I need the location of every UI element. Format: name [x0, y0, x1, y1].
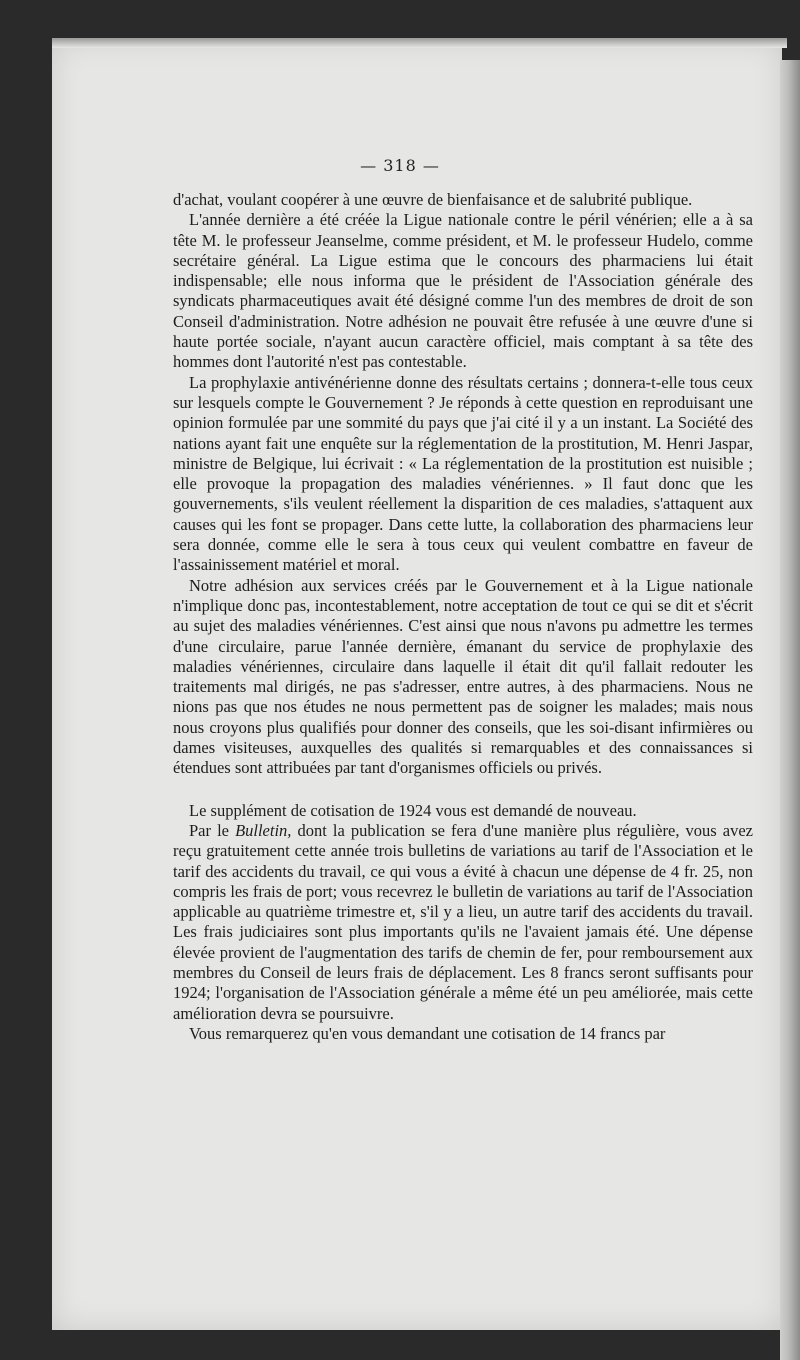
paragraph-2: L'année dernière a été créée la Ligue nationale contre le péril vénérien; elle a à sa tête M. le professeur Jeanselme, comme président, et M. le professeur Hudelo, comme secrétaire général. La Ligue estima que le concours des pharmaciens lui était indispensable; elle nous informa que le président de l'Association générale des syndicats pharmaceutiques avait été désigné comme l'un des membres de droit de son Conseil d'administration. Notre adhésion ne pouvait être refusée à une œuvre d'une si haute portée sociale, n'ayant aucun caractère officiel, mais comptant à sa tête des hommes dont l'autorité n'est pas contestable.	[173, 210, 753, 372]
paragraph-7: Vous remarquerez qu'en vous demandant une cotisation de 14 francs par	[189, 1023, 666, 1043]
paragraph-5: Le supplément de cotisation de 1924 vous est demandé de nouveau.	[189, 800, 637, 820]
page-number: — 318 —	[360, 156, 440, 175]
paragraph-1: d'achat, voulant coopérer à une œuvre de bienfaisance et de salubrité publique.	[173, 190, 693, 209]
paragraph-bulletin	[173, 821, 753, 1024]
paragraph-4: Notre adhésion aux services créés par le Gouvernement et à la Ligue nationale n'implique donc pas, incontestablement, notre acceptation de tout ce qui se dit et s'écrit au sujet des maladies vénériennes. C'est ainsi que nous n'avons pu admettre les termes d'une circulaire, parue l'année dernière, émanant du service de prophylaxie des maladies vénériennes, circulaire dans laquelle il était dit qu'il fallait redouter les traitements mal dirigés, ne pas s'adresser, entre autres, à des pharmaciens. Nous ne nions pas que nos études ne nous permettent pas de soigner les malades; mais nous nous croyons plus qualifiés pour donner des conseils, que les soi-disant infirmières ou dames visiteuses, auxquelles des qualités si remarquables et des connaissances si étendues sont attribuées par tant d'organismes officiels ou privés.	[173, 575, 753, 778]
bulletin-title: Bulletin,	[235, 820, 292, 840]
page-top-edge	[52, 38, 787, 48]
bulletin-before: Par le	[189, 820, 236, 840]
paragraph-3: La prophylaxie antivénérienne donne des résultats certains ; donnera-t-elle tous ceux sur lesquels compte le Gouvernement ? Je réponds à cette question en reproduisant une opinion formulée par une sommité du pays que j'ai cité il y a un instant. La Société des nations ayant fait une enquête sur la réglementation de la prostitution, M. Henri Jaspar, ministre de Belgique, lui écrivait : « La réglementation de la prostitution est nuisible ; elle provoque la propagation des maladies vénériennes. » Il faut donc que les gouvernements, s'ils veulent réellement la disparition de ces maladies, s'attaquent aux causes qui les font se propager. Dans cette lutte, la collaboration des pharmaciens leur sera donnée, comme elle le sera à tous ceux qui veulent combattre en faveur de l'assainissement matériel et moral.	[173, 372, 753, 575]
page-right-edge	[780, 60, 800, 1360]
bulletin-after: dont la publication se fera d'une manière plus régulière, vous avez reçu gratuitement cette année trois bulletins de variations au tarif de l'Association et le tarif des accidents du travail, ce qui vous a évité à chacun une dépense de 4 fr. 25, non compris les frais de port; vous recevrez le bulletin de variations au tarif de l'Association applicable au quatrième trimestre et, s'il y a lieu, un autre tarif des accidents du travail. Les frais judiciaires sont plus importants qu'ils ne l'avaient jamais été. Une dépense élevée provient de l'augmentation des tarifs de chemin de fer, pour remboursement aux membres du Conseil de leurs frais de déplacement. Les 8 francs seront suffisants pour 1924; l'organisation de l'Association générale a même été un peu améliorée, mais cette amélioration devra se poursuivre.	[173, 820, 753, 1023]
body-text	[173, 190, 753, 1044]
